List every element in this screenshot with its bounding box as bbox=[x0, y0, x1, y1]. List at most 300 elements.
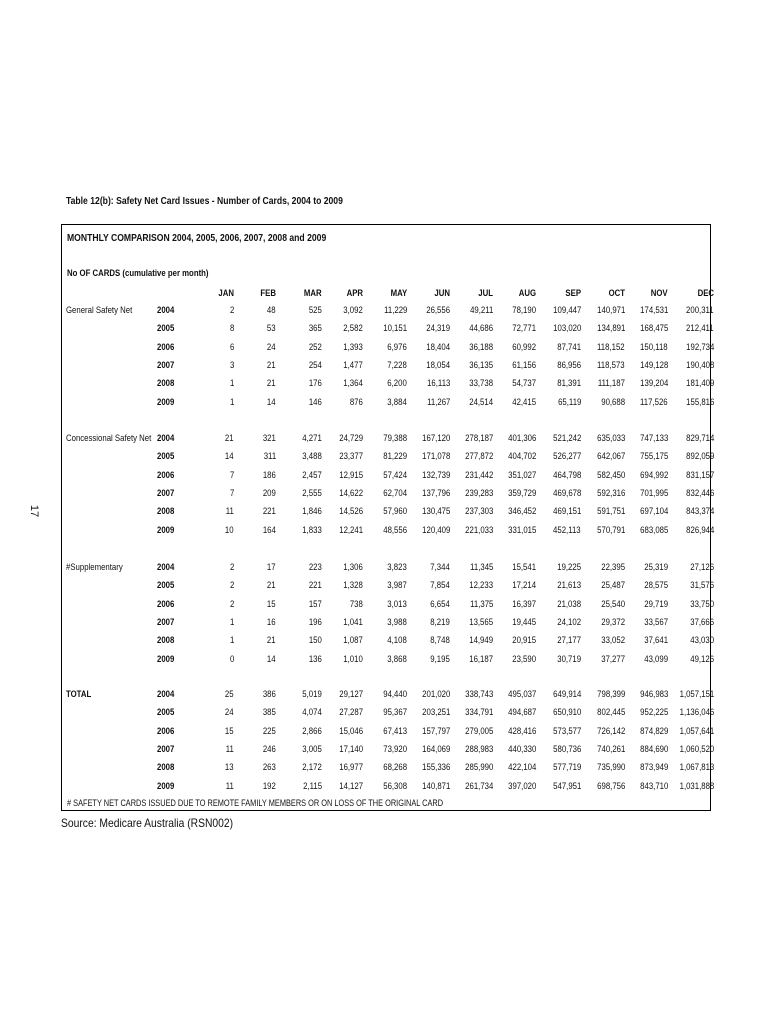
table-cell: 164 bbox=[262, 524, 276, 536]
table-cell: 843,374 bbox=[685, 506, 714, 518]
table-cell: 4,108 bbox=[387, 635, 407, 647]
table-cell: 81,391 bbox=[557, 378, 581, 390]
table-cell: 3,823 bbox=[387, 562, 407, 573]
table-cell: 13 bbox=[225, 762, 234, 774]
table-cell: 14 bbox=[225, 451, 234, 463]
table-cell: 14,949 bbox=[469, 635, 493, 647]
table-cell: 2 bbox=[229, 580, 234, 592]
table-cell: 464,798 bbox=[552, 469, 581, 481]
table-cell: 196 bbox=[308, 616, 322, 628]
table-cell: 21 bbox=[267, 635, 276, 647]
table-cell: 452,113 bbox=[553, 524, 581, 536]
table-cell: 263 bbox=[262, 762, 276, 774]
table-cell: 201,020 bbox=[421, 689, 450, 700]
table-cell: 11 bbox=[225, 506, 234, 518]
table-cell: 1 bbox=[229, 635, 234, 647]
year-label: 2006 bbox=[157, 598, 175, 610]
year-label: 2009 bbox=[157, 396, 175, 408]
table-cell: 8 bbox=[229, 323, 234, 335]
table-cell: 359,729 bbox=[507, 487, 536, 499]
year-label: 2009 bbox=[157, 524, 175, 536]
table-cell: 261,734 bbox=[464, 780, 493, 792]
table-cell: 1,057,151 bbox=[679, 689, 714, 700]
year-label: 2008 bbox=[157, 506, 175, 518]
table-cell: 2 bbox=[229, 305, 234, 316]
table-cell: 740,261 bbox=[596, 743, 625, 755]
table-cell: 1,031,888 bbox=[679, 780, 714, 792]
table-cell: 826,944 bbox=[685, 524, 714, 536]
table-cell: 3,005 bbox=[302, 743, 322, 755]
table-cell: 2,582 bbox=[343, 323, 363, 335]
table-cell: 311 bbox=[263, 451, 276, 463]
table-cell: 8,748 bbox=[430, 635, 450, 647]
table-cell: 13,565 bbox=[469, 616, 493, 628]
table-cell: 279,005 bbox=[464, 725, 493, 737]
table-cell: 109,447 bbox=[552, 305, 581, 316]
row-group-label: Concessional Safety Net bbox=[66, 433, 152, 444]
row-group-label: #Supplementary bbox=[66, 562, 123, 573]
table-cell: 694,992 bbox=[639, 469, 668, 481]
table-cell: 37,277 bbox=[601, 653, 625, 665]
table-cell: 843,710 bbox=[639, 780, 668, 792]
table-cell: 24 bbox=[267, 341, 276, 353]
table-cell: 14 bbox=[267, 653, 276, 665]
year-label: 2007 bbox=[157, 359, 175, 371]
table-cell: 547,951 bbox=[552, 780, 581, 792]
table-cell: 11,267 bbox=[426, 396, 450, 408]
table-cell: 15,046 bbox=[339, 725, 363, 737]
table-cell: 573,577 bbox=[552, 725, 581, 737]
table-cell: 22,395 bbox=[601, 562, 625, 573]
table-cell: 36,135 bbox=[469, 359, 493, 371]
table-cell: 9,195 bbox=[430, 653, 450, 665]
table-cell: 94,440 bbox=[383, 689, 407, 700]
table-cell: 209 bbox=[262, 487, 276, 499]
table-cell: 3,013 bbox=[387, 598, 407, 610]
table-cell: 221 bbox=[262, 506, 276, 518]
table-cell: 1,477 bbox=[343, 359, 363, 371]
table-cell: 2,172 bbox=[302, 762, 322, 774]
year-label: 2006 bbox=[157, 469, 175, 481]
table-cell: 735,990 bbox=[596, 762, 625, 774]
table-cell: 25,487 bbox=[601, 580, 625, 592]
table-cell: 24,319 bbox=[426, 323, 450, 335]
table-cell: 802,445 bbox=[596, 707, 625, 719]
table-cell: 79,388 bbox=[383, 433, 407, 444]
table-cell: 48 bbox=[267, 305, 276, 316]
table-cell: 139,204 bbox=[639, 378, 668, 390]
table-cell: 591,751 bbox=[596, 506, 625, 518]
table-cell: 120,409 bbox=[421, 524, 450, 536]
table-cell: 7 bbox=[229, 487, 234, 499]
table-cell: 521,242 bbox=[552, 433, 581, 444]
table-cell: 15 bbox=[225, 725, 234, 737]
column-header-aug: AUG bbox=[518, 288, 536, 299]
table-cell: 10 bbox=[225, 524, 234, 536]
table-cell: 831,157 bbox=[685, 469, 714, 481]
table-cell: 43,099 bbox=[644, 653, 668, 665]
table-cell: 130,475 bbox=[421, 506, 450, 518]
table-cell: 570,791 bbox=[596, 524, 625, 536]
year-label: 2005 bbox=[157, 580, 175, 592]
table-cell: 221 bbox=[308, 580, 322, 592]
table-cell: 351,027 bbox=[507, 469, 536, 481]
table-cell: 17,214 bbox=[512, 580, 536, 592]
table-cell: 21,038 bbox=[557, 598, 581, 610]
table-cell: 27,177 bbox=[557, 635, 581, 647]
table-cell: 2,866 bbox=[302, 725, 322, 737]
table-cell: 239,283 bbox=[464, 487, 493, 499]
table-cell: 26,556 bbox=[426, 305, 450, 316]
year-label: 2008 bbox=[157, 762, 175, 774]
table-cell: 16,113 bbox=[426, 378, 450, 390]
table-cell: 16,977 bbox=[339, 762, 363, 774]
year-label: 2006 bbox=[157, 341, 175, 353]
table-cell: 111,187 bbox=[597, 378, 625, 390]
column-header-jul: JUL bbox=[478, 288, 493, 299]
table-cell: 27,126 bbox=[690, 562, 714, 573]
table-cell: 1,306 bbox=[343, 562, 363, 573]
table-cell: 440,330 bbox=[507, 743, 536, 755]
table-subtitle: No OF CARDS (cumulative per month) bbox=[67, 268, 209, 279]
table-cell: 56,308 bbox=[383, 780, 407, 792]
table-cell: 1 bbox=[229, 616, 234, 628]
table-cell: 164,069 bbox=[421, 743, 450, 755]
table-cell: 42,415 bbox=[512, 396, 536, 408]
table-title: Table 12(b): Safety Net Card Issues - Number of Cards, 2004 to 2009 bbox=[66, 195, 343, 207]
table-cell: 25,319 bbox=[644, 562, 668, 573]
column-header-mar: MAR bbox=[304, 288, 322, 299]
table-cell: 157 bbox=[308, 598, 322, 610]
table-cell: 952,225 bbox=[639, 707, 668, 719]
table-cell: 62,704 bbox=[383, 487, 407, 499]
table-cell: 829,714 bbox=[685, 433, 714, 444]
table-cell: 15 bbox=[267, 598, 276, 610]
table-cell: 7 bbox=[229, 469, 234, 481]
table-cell: 3,988 bbox=[387, 616, 407, 628]
table-cell: 136 bbox=[308, 653, 322, 665]
table-cell: 2 bbox=[229, 598, 234, 610]
table-cell: 192 bbox=[262, 780, 276, 792]
table-cell: 43,030 bbox=[690, 635, 714, 647]
table-cell: 176 bbox=[308, 378, 322, 390]
table-cell: 14,526 bbox=[339, 506, 363, 518]
table-cell: 683,085 bbox=[639, 524, 668, 536]
table-cell: 7,854 bbox=[430, 580, 450, 592]
table-cell: 65,119 bbox=[557, 396, 581, 408]
table-cell: 7,344 bbox=[430, 562, 450, 573]
footnote: # SAFETY NET CARDS ISSUED DUE TO REMOTE FAMILY MEMBERS OR ON LOSS OF THE ORIGINAL CARD bbox=[67, 798, 444, 808]
table-cell: 19,225 bbox=[557, 562, 581, 573]
table-cell: 11 bbox=[225, 743, 234, 755]
year-label: 2005 bbox=[157, 323, 175, 335]
table-cell: 277,872 bbox=[464, 451, 493, 463]
table-cell: 2,555 bbox=[302, 487, 322, 499]
table-cell: 212,411 bbox=[686, 323, 714, 335]
table-cell: 11,229 bbox=[383, 305, 407, 316]
table-cell: 365 bbox=[308, 323, 322, 335]
table-cell: 24 bbox=[225, 707, 234, 719]
table-cell: 103,020 bbox=[552, 323, 581, 335]
year-label: 2009 bbox=[157, 780, 175, 792]
table-cell: 285,990 bbox=[464, 762, 493, 774]
table-cell: 526,277 bbox=[552, 451, 581, 463]
column-header-dec: DEC bbox=[697, 288, 714, 299]
table-cell: 1,328 bbox=[343, 580, 363, 592]
table-cell: 3,092 bbox=[343, 305, 363, 316]
table-cell: 90,688 bbox=[601, 396, 625, 408]
table-cell: 140,971 bbox=[596, 305, 625, 316]
table-cell: 17 bbox=[267, 562, 276, 573]
table-cell: 21 bbox=[225, 433, 234, 444]
table-cell: 28,575 bbox=[644, 580, 668, 592]
table-cell: 54,737 bbox=[512, 378, 536, 390]
year-label: 2007 bbox=[157, 616, 175, 628]
table-cell: 495,037 bbox=[507, 689, 536, 700]
table-cell: 582,450 bbox=[596, 469, 625, 481]
table-cell: 385 bbox=[262, 707, 276, 719]
table-cell: 2,457 bbox=[302, 469, 322, 481]
table-cell: 1,067,813 bbox=[679, 762, 714, 774]
table-cell: 6,654 bbox=[430, 598, 450, 610]
table-cell: 61,156 bbox=[512, 359, 536, 371]
table-cell: 48,556 bbox=[383, 524, 407, 536]
table-cell: 33,750 bbox=[690, 598, 714, 610]
table-cell: 404,702 bbox=[507, 451, 536, 463]
table-cell: 33,738 bbox=[469, 378, 493, 390]
year-label: 2008 bbox=[157, 635, 175, 647]
table-cell: 4,074 bbox=[302, 707, 322, 719]
table-cell: 1,833 bbox=[302, 524, 322, 536]
table-cell: 14,622 bbox=[339, 487, 363, 499]
table-cell: 1,060,520 bbox=[679, 743, 714, 755]
table-cell: 6 bbox=[229, 341, 234, 353]
table-cell: 67,413 bbox=[383, 725, 407, 737]
table-cell: 4,271 bbox=[302, 433, 322, 444]
table-cell: 86,956 bbox=[557, 359, 581, 371]
table-cell: 157,797 bbox=[421, 725, 450, 737]
year-label: 2005 bbox=[157, 451, 175, 463]
table-cell: 14,127 bbox=[339, 780, 363, 792]
table-cell: 346,452 bbox=[507, 506, 536, 518]
table-cell: 73,920 bbox=[383, 743, 407, 755]
table-cell: 401,306 bbox=[507, 433, 536, 444]
table-cell: 29,127 bbox=[339, 689, 363, 700]
table-cell: 0 bbox=[229, 653, 234, 665]
year-label: 2004 bbox=[157, 305, 175, 316]
table-cell: 72,771 bbox=[512, 323, 536, 335]
table-cell: 78,190 bbox=[512, 305, 536, 316]
table-cell: 10,151 bbox=[383, 323, 407, 335]
year-label: 2009 bbox=[157, 653, 175, 665]
table-cell: 192,734 bbox=[685, 341, 714, 353]
table-cell: 134,891 bbox=[596, 323, 625, 335]
table-cell: 21,613 bbox=[557, 580, 581, 592]
table-cell: 874,829 bbox=[639, 725, 668, 737]
table-cell: 798,399 bbox=[596, 689, 625, 700]
table-cell: 30,719 bbox=[557, 653, 581, 665]
table-cell: 171,078 bbox=[421, 451, 450, 463]
table-cell: 946,983 bbox=[639, 689, 668, 700]
table-cell: 25 bbox=[225, 689, 234, 700]
table-cell: 832,446 bbox=[685, 487, 714, 499]
table-cell: 23,377 bbox=[339, 451, 363, 463]
table-cell: 288,983 bbox=[464, 743, 493, 755]
column-header-feb: FEB bbox=[260, 288, 276, 299]
table-cell: 49,126 bbox=[690, 653, 714, 665]
table-cell: 3,868 bbox=[387, 653, 407, 665]
table-cell: 137,796 bbox=[421, 487, 450, 499]
table-cell: 873,949 bbox=[639, 762, 668, 774]
table-cell: 174,531 bbox=[639, 305, 668, 316]
table-cell: 60,992 bbox=[512, 341, 536, 353]
table-cell: 29,719 bbox=[644, 598, 668, 610]
table-cell: 181,409 bbox=[685, 378, 714, 390]
table-cell: 81,229 bbox=[383, 451, 407, 463]
table-cell: 150 bbox=[308, 635, 322, 647]
table-cell: 5,019 bbox=[302, 689, 322, 700]
table-cell: 3,884 bbox=[387, 396, 407, 408]
table-cell: 19,445 bbox=[512, 616, 536, 628]
table-cell: 16,397 bbox=[512, 598, 536, 610]
table-cell: 132,739 bbox=[421, 469, 450, 481]
table-cell: 12,241 bbox=[339, 524, 363, 536]
table-cell: 525 bbox=[308, 305, 322, 316]
column-header-oct: OCT bbox=[608, 288, 625, 299]
table-cell: 397,020 bbox=[507, 780, 536, 792]
table-cell: 12,915 bbox=[339, 469, 363, 481]
frame-title: MONTHLY COMPARISON 2004, 2005, 2006, 2007, 2008 and 2009 bbox=[67, 232, 327, 244]
table-cell: 29,372 bbox=[601, 616, 625, 628]
table-cell: 635,033 bbox=[596, 433, 625, 444]
table-cell: 57,960 bbox=[383, 506, 407, 518]
table-cell: 12,233 bbox=[469, 580, 493, 592]
page-number: 17 bbox=[28, 504, 41, 518]
column-header-nov: NOV bbox=[651, 288, 668, 299]
table-cell: 428,416 bbox=[507, 725, 536, 737]
table-cell: 6,200 bbox=[387, 378, 407, 390]
year-label: 2005 bbox=[157, 707, 175, 719]
year-label: 2006 bbox=[157, 725, 175, 737]
table-cell: 155,816 bbox=[685, 396, 714, 408]
table-cell: 203,251 bbox=[421, 707, 450, 719]
table-cell: 469,151 bbox=[552, 506, 581, 518]
table-cell: 1,041 bbox=[343, 616, 363, 628]
table-cell: 25,540 bbox=[601, 598, 625, 610]
table-cell: 642,067 bbox=[596, 451, 625, 463]
table-cell: 200,311 bbox=[686, 305, 714, 316]
table-cell: 186 bbox=[262, 469, 276, 481]
year-label: 2004 bbox=[157, 562, 175, 573]
table-cell: 155,336 bbox=[421, 762, 450, 774]
table-cell: 24,514 bbox=[469, 396, 493, 408]
table-cell: 697,104 bbox=[639, 506, 668, 518]
table-cell: 7,228 bbox=[387, 359, 407, 371]
column-header-jun: JUN bbox=[434, 288, 450, 299]
table-cell: 698,756 bbox=[596, 780, 625, 792]
table-cell: 27,287 bbox=[339, 707, 363, 719]
table-cell: 150,118 bbox=[640, 341, 668, 353]
column-header-sep: SEP bbox=[565, 288, 581, 299]
table-cell: 738 bbox=[349, 598, 363, 610]
table-cell: 16,187 bbox=[469, 653, 493, 665]
column-header-apr: APR bbox=[346, 288, 363, 299]
table-cell: 24,102 bbox=[557, 616, 581, 628]
table-cell: 650,910 bbox=[552, 707, 581, 719]
row-group-label: General Safety Net bbox=[66, 305, 133, 316]
table-cell: 701,995 bbox=[639, 487, 668, 499]
source-note: Source: Medicare Australia (RSN002) bbox=[61, 816, 234, 830]
column-header-jan: JAN bbox=[218, 288, 234, 299]
table-cell: 11 bbox=[225, 780, 234, 792]
table-cell: 1,136,046 bbox=[679, 707, 714, 719]
table-cell: 18,404 bbox=[426, 341, 450, 353]
table-cell: 422,104 bbox=[507, 762, 536, 774]
table-cell: 21 bbox=[267, 580, 276, 592]
table-cell: 117,526 bbox=[640, 396, 668, 408]
table-cell: 31,576 bbox=[690, 580, 714, 592]
table-cell: 231,442 bbox=[464, 469, 493, 481]
table-cell: 23,590 bbox=[512, 653, 536, 665]
table-cell: 95,367 bbox=[383, 707, 407, 719]
table-cell: 87,741 bbox=[557, 341, 581, 353]
table-cell: 223 bbox=[308, 562, 322, 573]
table-cell: 2,115 bbox=[303, 780, 322, 792]
table-cell: 649,914 bbox=[552, 689, 581, 700]
table-cell: 190,408 bbox=[685, 359, 714, 371]
table-cell: 14 bbox=[267, 396, 276, 408]
year-label: 2007 bbox=[157, 743, 175, 755]
table-cell: 225 bbox=[262, 725, 276, 737]
table-cell: 118,573 bbox=[597, 359, 625, 371]
table-cell: 577,719 bbox=[552, 762, 581, 774]
table-cell: 1 bbox=[229, 378, 234, 390]
table-cell: 386 bbox=[262, 689, 276, 700]
table-cell: 167,120 bbox=[421, 433, 450, 444]
table-cell: 3,987 bbox=[387, 580, 407, 592]
table-cell: 338,743 bbox=[464, 689, 493, 700]
table-cell: 20,915 bbox=[512, 635, 536, 647]
table-cell: 149,128 bbox=[639, 359, 668, 371]
table-cell: 494,687 bbox=[507, 707, 536, 719]
year-label: 2007 bbox=[157, 487, 175, 499]
table-cell: 37,641 bbox=[644, 635, 668, 647]
table-cell: 580,736 bbox=[552, 743, 581, 755]
table-cell: 1,087 bbox=[343, 635, 363, 647]
table-cell: 15,541 bbox=[512, 562, 536, 573]
table-cell: 3,488 bbox=[302, 451, 322, 463]
table-cell: 1 bbox=[229, 396, 234, 408]
table-cell: 21 bbox=[267, 378, 276, 390]
table-cell: 33,052 bbox=[601, 635, 625, 647]
table-cell: 1,393 bbox=[343, 341, 363, 353]
table-cell: 246 bbox=[262, 743, 276, 755]
year-label: 2008 bbox=[157, 378, 175, 390]
table-cell: 884,690 bbox=[639, 743, 668, 755]
table-cell: 2 bbox=[229, 562, 234, 573]
table-cell: 57,424 bbox=[383, 469, 407, 481]
table-cell: 1,364 bbox=[343, 378, 363, 390]
column-header-may: MAY bbox=[390, 288, 407, 299]
table-cell: 36,188 bbox=[469, 341, 493, 353]
table-cell: 140,871 bbox=[421, 780, 450, 792]
table-cell: 1,846 bbox=[302, 506, 322, 518]
table-cell: 53 bbox=[267, 323, 276, 335]
data-table-frame bbox=[61, 224, 714, 811]
table-cell: 755,175 bbox=[639, 451, 668, 463]
table-cell: 6,976 bbox=[387, 341, 407, 353]
table-cell: 747,133 bbox=[639, 433, 668, 444]
